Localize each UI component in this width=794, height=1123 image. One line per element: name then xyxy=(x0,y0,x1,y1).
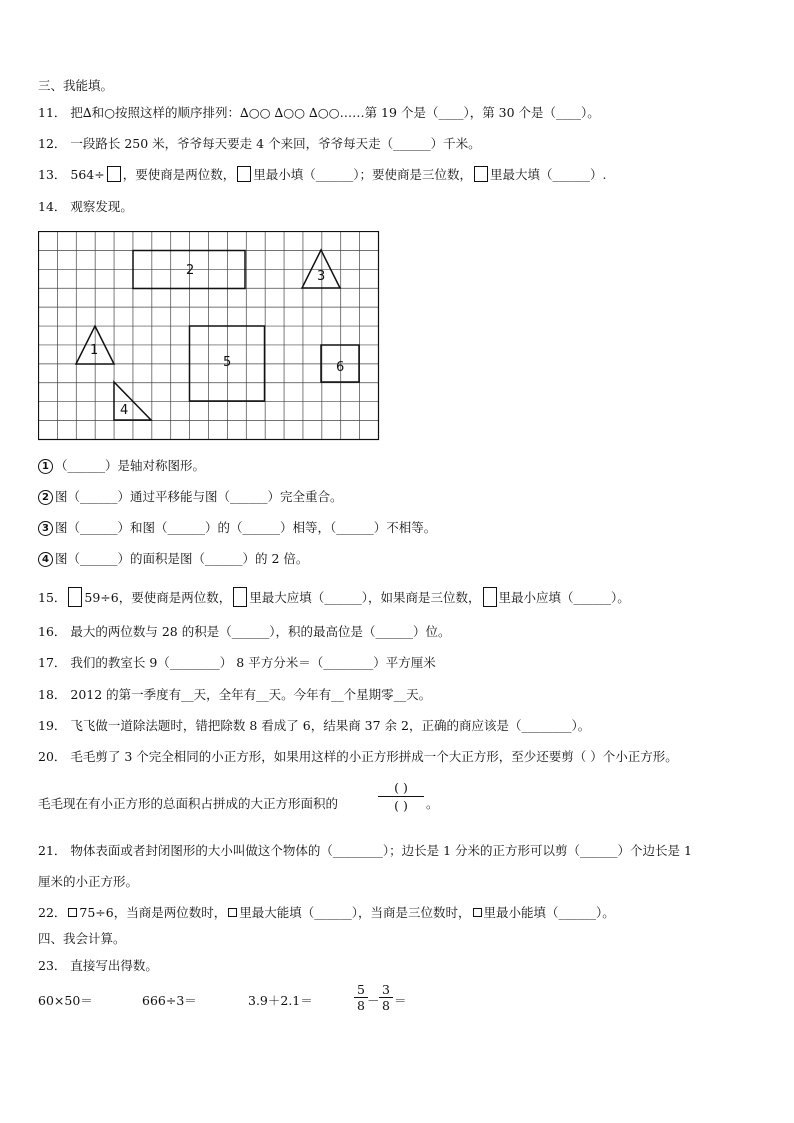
fraction-blank: ( ) ( ) xyxy=(378,780,424,813)
sub-question-1: 1 （______）是轴对称图形。 xyxy=(38,457,205,475)
blank-box xyxy=(473,908,482,917)
fraction-tail: 。 xyxy=(426,796,439,811)
question-12: 12． 一段路长 250 米，爷爷每天要走 4 个来回，爷爷每天走（______）千米。 xyxy=(38,136,481,151)
blank-box xyxy=(237,166,251,182)
question-21: 21． 物体表面或者封闭图形的大小叫做这个物体的（________）；边长是 1 分米的正方形可以剪（______）个边长是 1 xyxy=(38,843,692,858)
sub-question-2: 2 图（______）通过平移能与图（______）完全重合。 xyxy=(38,488,343,506)
question-18: 18． 2012 的第一季度有__天，全年有__天。今年有__个星期零__天。 xyxy=(38,687,432,702)
question-22: 22． 75÷6，当商是两位数时， 里最大能填（______），当商是三位数时， 里最小能填（______）。 xyxy=(38,905,615,920)
question-15: 15． 59÷6，要使商是两位数， 里最大应填（______），如果商是三位数， 里最小应填（______）。 xyxy=(38,587,630,607)
question-14: 14． 观察发现。 xyxy=(38,199,133,214)
blank-box xyxy=(68,908,77,917)
question-16: 16． 最大的两位数与 28 的积是（______），积的最高位是（______）位。 xyxy=(38,624,451,639)
label-4: 4 xyxy=(120,403,129,418)
blank-box xyxy=(228,908,237,917)
calc-3: 3.9＋2.1＝ xyxy=(248,993,313,1008)
question-19: 19． 飞飞做一道除法题时，错把除数 8 看成了 6，结果商 37 余 2，正确的商应该是（________）。 xyxy=(38,718,591,733)
question-11: 11． 把∆和○按照这样的顺序排列：∆○○ ∆○○ ∆○○……第 19 个是（____），第 30 个是（____）。 xyxy=(38,105,600,120)
blank-box xyxy=(483,587,497,607)
question-21-line2: 厘米的小正方形。 xyxy=(38,874,139,889)
question-20-part-b: 毛毛现在有小正方形的总面积占拼成的大正方形面积的 xyxy=(38,796,339,811)
label-3: 3 xyxy=(317,269,326,284)
label-5: 5 xyxy=(223,355,232,370)
question-23: 23． 直接写出得数。 xyxy=(38,958,158,973)
question-17: 17． 我们的教室长 9（________） 8 平方分米＝（________）平方厘米 xyxy=(38,655,436,670)
sub-question-3: 3 图（______）和图（______）的（______）相等，（______）不相等。 xyxy=(38,519,436,537)
sub-question-4: 4 图（______）的面积是图（______）的 2 倍。 xyxy=(38,550,308,568)
label-6: 6 xyxy=(336,360,345,375)
blank-box xyxy=(107,166,121,182)
calc-1: 60×50＝ xyxy=(38,993,93,1008)
section-heading-4: 四、我会计算。 xyxy=(38,931,126,946)
blank-box xyxy=(474,166,488,182)
section-heading-3: 三、我能填。 xyxy=(38,78,114,93)
calc-2: 666÷3＝ xyxy=(142,993,197,1008)
label-2: 2 xyxy=(186,263,195,278)
blank-box xyxy=(68,587,82,607)
label-1: 1 xyxy=(90,343,99,358)
question-13: 13． 564÷ ，要使商是两位数， 里最小填（______）；要使商是三位数， 里最大填（______）. xyxy=(38,167,607,182)
grid-figure xyxy=(38,231,380,441)
blank-box xyxy=(233,587,247,607)
question-20: 20． 毛毛剪了 3 个完全相同的小正方形，如果用这样的小正方形拼成一个大正方形，至少还要剪（ ）个小正方形。 xyxy=(38,749,678,764)
